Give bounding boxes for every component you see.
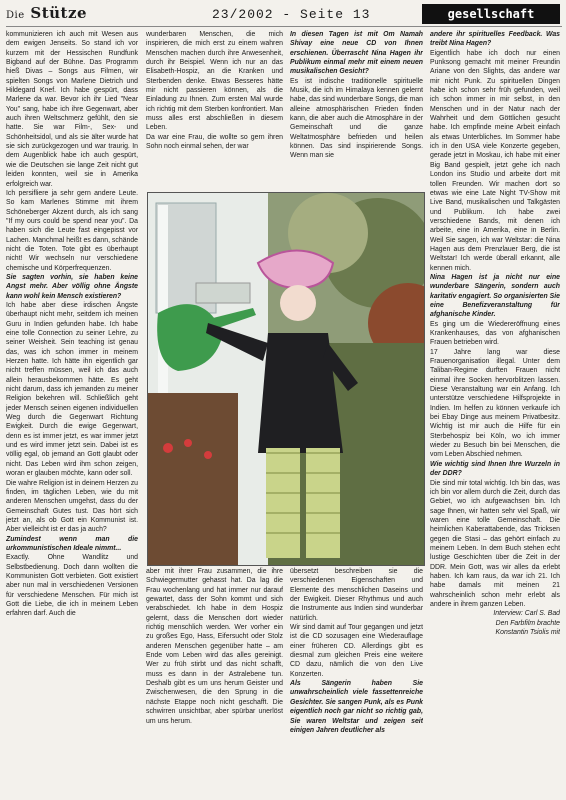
article-column-3-bottom [290,567,423,790]
credit-line: Interview: Carl S. Bad [493,610,560,618]
interview-question: Sie sagten vorhin, sie haben keine Angst mehr. Aber völlig ohne Ängste kann wohl kein Mensch existieren? [6,273,138,300]
section-label: gesellschaft [422,4,560,24]
interview-question: In diesen Tagen ist mit Om Namah Shivay eine neue CD von Ihnen erschienen. Überrascht Nina Hagen ihr Publikum einmal mehr mit einem neuen musikalischen Gesicht? [290,31,423,76]
article-paragraph: Die wahre Religion ist in deinem Herzen zu finden, im täglichen Leben, wie du mit anderen Menschen umgehst, dass du der Gemeinschaft Gutes tust. Das hört sich jetzt an, als ob Gott ein Kommunist ist. Aber vielleicht ist er das ja auch? [6,479,138,534]
article-paragraph: Ich persifliere ja sehr gern andere Leute. So kam Marlenes Stimme mit ihrem Schöneberger Akzent durch, als ich sang "If my ours could be spend near you". Da haben sich die Leute fast eingepisst vor Lachen. Manchmal heißt es dann, schände nicht die Toten. Tote gibt es überhaupt nicht! Wir wechseln nur verschiedene chemische und Körperfrequenzen. [6,189,138,272]
article-paragraph: aber mit ihrer Frau zusammen, die ihre Schwiegermutter gehasst hat. Da lag die Frau wochenlang und hat immer nur darauf gewartet, dass der Sohn kommt und sich verabschiedet. Ich habe in dem Hospiz gelernt, dass die Menschen dort wieder richtig menschlich werden. Wer vorher ein zu großes Ego, Hass, Eifersucht oder Stolz anderen Menschen gegenüber hatte – am Ende vom Leben wird das alles gereinigt. Wer zu früh stirbt und das nicht schafft, muss es dann in der Astralebene tun. Deshalb gibt es um uns herum Geister und Zwischenwesen, die den Sprung in die nächste Etappe noch nicht geschafft. Die schwirren unsichtbar, aber spürbar unerlöst um uns herum. [146,568,283,725]
article-column-1 [6,30,138,790]
article-column-3-top [290,30,423,192]
article-paragraph: Die sind mir total wichtig. Ich bin das, was ich bin vor allem durch die Zeit, durch das Gebiet, wo ich aufgewachsen bin. Ich sage Ihnen, wir hatten sehr viel Spaß, wir waren eine tolle Gemeinschaft. Die heimlichen Kaberattabende, das Tricksen gegen die Stasi – das gehört einfach zu meinem Leben. In dem Buch stehen echt lustige Geschichten über die Zeit in der DDR. Mein Gott, was wir alles da erlebt haben. Ich kam raus, da war ich 21. Ich habe damals mit meinen 21 wahrscheinlich schon mehr erlebt als andere in ihrem ganzen Leben. [430,479,560,608]
article-photo [147,192,425,566]
issue-page-label: 23/2002 - Seite 13 [212,7,371,22]
article-paragraph: Eigentlich habe ich doch nur einen Punksong gemacht mit meiner Freundin Ariane von den Slights, das andere war mir nicht Punk. Zu spirituellen Dingen habe ich schon sehr früh gefunden, weil ich schon immer in mir selbst, in den Menschen und in der Natur nach der Wahrheit und dem Göttlichen gesucht habe. Ich empfinde meine Arbeit einfach als etwas Unterbliches. Im Sommer habe ich in den USA viele Konzerte gegeben, gerade jetzt in Moskau, ich habe mit einer Big Band gespielt, jetzt gehe ich nach London ins Studio und arbeite dort mit tollen Freunden. Wir machen dort so etwas wie eine Late Night TV-Show mit Live Band, musikalischen und Talkgästen und Publikum. Ich habe zwei verschiedene Bands, mit denen ich arbeite, eine in Amerika, eine in Berlin. Weil Sie sagen, ich war Weltstar: die Nina Hagen aus dem Prenzlauer Berg, die ist Weltstar! Ich werde überall erkannt, alle kennen mich. [430,49,560,272]
article-paragraph: Wir sind damit auf Tour gegangen und jetzt ist die CD sozusagen eine Wiederauflage einer früheren CD. Allerdings gibt es diesmal zum gleichen Preis eine weitere CD dazu, nämlich die von den Live Konzerten. [290,624,423,678]
article-column-2-bottom [146,567,283,790]
interview-question: Nina Hagen ist ja nicht nur eine wunderbare Sängerin, sondern auch karitativ engagiert. So organisierten Sie eine Benefizveranstaltung für afghanische Kinder. [430,273,560,319]
credit-line: Den Farbfilm brachte [495,619,560,627]
article-paragraph: Es ging um die Wiedereröffnung eines Krankenhauses, das von afghanischen Frauen betrieben wird. [430,320,560,347]
article-column-4 [430,30,560,790]
article-paragraph: 17 Jahre lang war diese Frauenorganisation illegal. Unter dem Taliban-Regime durften Frauen nicht einmal ihre Socken hervorblitzen lassen. Diese Veranstaltung war ein Anfang. Ich unterstütze verschiedene Hilfsprojekte in Indien. Im helfen zu können verkaufe ich bei Ebay Dinge aus meinem Privatbesitz. Wichtig ist mir auch die Hilfe für ein Sterbehospiz bei Köln, wo ich immer wieder zu Besuch bin bei Menschen, die vom Leben Abschied nehmen. [430,348,560,459]
article-paragraph: Es ist indische traditionelle spirituelle Musik, die ich im Himalaya kennen gelernt habe, das sind wunderbare Songs, die man alleine atmosphärischen Frieden finden kann, die aber auch die Atmosphäre in der Gemeinschaft und die ganze Weltatmosphäre befrieden und heilen können. Das sind inspirierende Songs. Wenn man sie [290,77,423,160]
interview-question: andere ihr spirituelles Feedback. Was treibt Nina Hagen? [430,31,560,48]
article-paragraph: übersetzt beschreiben sie die verschiedenen Eigenschaften und Elemente des menschlichen Daseins und der Ewigkeit. Dieser Rhythmus und auch die Instrumente aus Indien sind wunderbar natürlich. [290,568,423,622]
masthead-logo [6,4,87,22]
article-paragraph: wunderbaren Menschen, die mich inspirieren, die mich erst zu einem wahren Menschen machen durch ihre Anwesenheit, durch ihr Beispiel. Wenn ich nur an das Elisabeth-Hospiz, an die Kranken und Sterbenden denke. Etwas Besseres hätte mir nicht passieren können, als die Einladung zu Ihnen. Zum ersten Mal wurde ich richtig mit dem Sterben konfrontiert. Man muss alles erst abschließen in diesem Leben. [146,31,283,132]
article-paragraph: kommunizieren ich auch mit Wesen aus dem ewigen Jenseits. So stand ich vor kurzem mit der Hessischen Rundfunk Bigband auf der Bühne. Das Programm hieß Divas – Songs aus Filmen, wir spielten Songs von Marlene Dietrich und Hildegard Knef. Ich habe gespürt, dass Marlene da war. Bevor ich ihr Lied "Near You" sang, habe ich ihre Gegenwart, aber auch ihren Weltschmerz gefühlt, den sie hatte. Sie war Film-, Sex- und Schönheitsidol, und als sie älter wurde hat sie sich zurückgezogen und war traurig. In dem Augenblick habe ich auch gespürt, wie die Deutschen sie lange Zeit nicht gut leiden konnten, weil sie in Amerika erfolgreich war. [6,31,138,188]
masthead-prefix: Die [6,10,25,21]
masthead-title: Stütze [30,4,88,22]
interview-question: Als Sängerin haben Sie unwahrscheinlich viele fassettenreiche Gesichter. Sie sangen Punk, als es Punk eigentlich noch gar nicht so richtig gab, Sie waren Weltstar und zeigen seit einigen Jahren deutlicher als [290,680,423,734]
article-paragraph: Ich habe aber diese irdischen Ängste überhaupt nicht mehr, seitdem ich meinen Guru in Indien gefunden habe. Ich habe eine tolle Connection zu seiner Lehre, zu seiner Weisheit. Sein teaching ist genau das, was ich schon immer in meinem Herzen hatte. Ich hätte ihn eigentlich gar nicht treffen müssen, weil ich das auch allein herausbekommen hätte. Es geht nicht darum, dass ich jemanden zu meiner Religion bekehren will. Schließlich geht jeder Mensch seinen eigenen individuellen Weg durch die Gegenwart Richtung Ewigkeit. Durch die ewige Gegenwart, denn es ist immer jetzt, es war immer jetzt und es wird immer jetzt sein. Dabei ist es völlig egal, ob jemand an Gott glaubt oder nicht. Das Leben wird ihm schon zeigen, woran er glauben möchte, kann oder soll. [6,301,138,478]
page-header [6,4,562,27]
article-column-2-top [146,30,283,192]
credit-line: Konstantin Tsiolis mit [495,629,560,636]
article-paragraph: Exactly. Ohne Wandlitz und Selbstbedienung. Doch dann wollten die Kommunisten Gott verbieten. Gott existiert aber nun mal in verschiedenen Versionen für verschiedene Menschen. Für mich ist Gott die Liebe, die ich in meinem Leben erfahren darf. Auch die [6,554,138,618]
interview-question: Wie wichtig sind Ihnen Ihre Wurzeln in der DDR? [430,460,560,478]
article-paragraph: Da war eine Frau, die wollte so gern ihren Sohn noch einmal sehen, der war [146,133,283,151]
interview-question: Zumindest wenn man die urkommunistischen Ideale nimmt... [6,535,138,552]
